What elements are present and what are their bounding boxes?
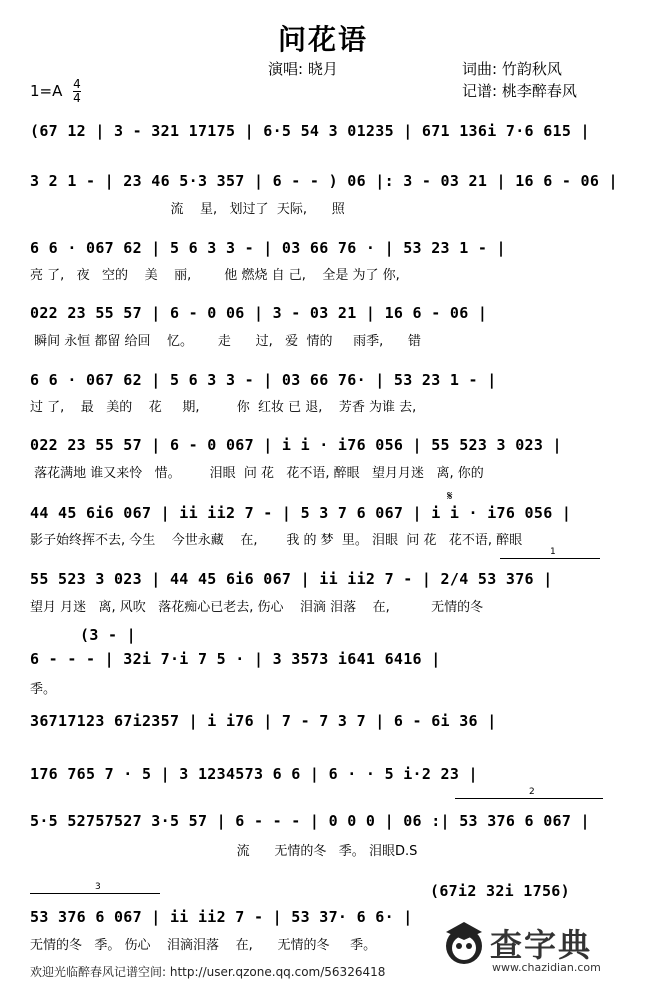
score-row-13: 53 376 6 067 | ii ii2 7 - | 53 37· 6 6· | bbox=[30, 908, 413, 926]
score-row-12: 5·5 52757527 3·5 57 | 6 - - - | 0 0 0 | 06 :| 53 376 6 067 | bbox=[30, 812, 590, 830]
lyric-row-5: 过 了, 最 美的 花 期, 你 红妆 已 退, 芳香 为谁 去, bbox=[30, 400, 417, 415]
key-signature bbox=[30, 78, 81, 105]
song-title: 问花语 bbox=[277, 23, 368, 56]
logo-url: www.chazidian.com bbox=[492, 961, 601, 974]
transcriber-credit: 记谱: 桃李醉春风 bbox=[462, 82, 577, 100]
time-numerator: 4 bbox=[73, 77, 81, 91]
lyricist-credit: 词曲: 竹韵秋风 bbox=[462, 60, 562, 78]
singer-credit: 演唱: 晓月 bbox=[268, 60, 338, 78]
lyric-row-3: 亮 了, 夜 空的 美 丽, 他 燃烧 自 己, 全是 为了 你, bbox=[30, 268, 400, 283]
logo-text: 查字典 bbox=[490, 926, 593, 964]
lyric-row-13: 无情的冬 季。 伤心 泪滴泪落 在, 无情的冬 季。 bbox=[30, 938, 377, 953]
lyric-row-9: 季。 bbox=[30, 682, 57, 697]
score-row-5: 6 6 · 067 62 | 5 6 3 3 - | 03 66 76· | 53 23 1 - | bbox=[30, 371, 497, 389]
score-row-9: 6 - - - | 32i 7·i 7 5 · | 3 3573 i641 6416 | bbox=[30, 650, 441, 668]
time-denominator: 4 bbox=[73, 91, 81, 105]
score-row-2: 3 2 1 - | 23 46 5·3 357 | 6 - - ) 06 |: 3 - 03 21 | 16 6 - 06 | bbox=[30, 172, 618, 190]
score-row-1: (67 12 | 3 - 321 17175 | 6·5 54 3 01235 | 671 136i 7·6 615 | bbox=[30, 122, 590, 140]
lyric-row-12: 流 无情的冬 季。 泪眼D.S bbox=[30, 844, 418, 859]
lyric-row-4: 瞬间 永恒 都留 给回 忆。 走 过, 爱 情的 雨季, 错 bbox=[30, 334, 422, 349]
volta-number-1: 1 bbox=[550, 547, 556, 557]
volta-number-2: 2 bbox=[529, 787, 535, 797]
footer-text: 欢迎光临醉春风记谱空间: http://user.qzone.qq.com/56326418 bbox=[30, 965, 386, 979]
volta-bracket-1 bbox=[500, 547, 600, 569]
time-signature bbox=[73, 78, 81, 105]
volta-number-3: 3 bbox=[95, 882, 101, 892]
score-row-8: 55 523 3 023 | 44 45 6i6 067 | ii ii2 7 - | 2/4 53 376 | bbox=[30, 570, 553, 588]
volta-bracket-3 bbox=[30, 882, 160, 904]
score-row-7: 44 45 6i6 067 | ii ii2 7 - | 5 3 7 6 067 | i i · i76 056 | bbox=[30, 504, 572, 522]
score-row-13-above: (67i2 32i 1756) bbox=[430, 882, 570, 900]
score-row-6: 022 23 55 57 | 6 - 0 067 | i i · i76 056 | 55 523 3 023 | bbox=[30, 436, 562, 454]
score-row-9-above: (3 - | bbox=[80, 626, 136, 644]
score-row-11: 176 765 7 · 5 | 3 1234573 6 6 | 6 · · 5 i·2 23 | bbox=[30, 765, 478, 783]
score-row-10: 36717123 67i2357 | i i76 | 7 - 7 3 7 | 6 - 6i 36 | bbox=[30, 712, 497, 730]
segno-sign: 𝄋 bbox=[447, 489, 453, 504]
volta-bracket-2 bbox=[455, 787, 603, 809]
key-label: 1=A bbox=[30, 82, 63, 100]
lyric-row-8: 望月 月迷 离, 风吹 落花痴心已老去, 伤心 泪滴 泪落 在, 无情的冬 bbox=[30, 600, 484, 615]
score-row-4: 022 23 55 57 | 6 - 0 06 | 3 - 03 21 | 16 6 - 06 | bbox=[30, 304, 488, 322]
score-row-3: 6 6 · 067 62 | 5 6 3 3 - | 03 66 76 · | 53 23 1 - | bbox=[30, 239, 506, 257]
lyric-row-6: 落花满地 谁又来怜 惜。 泪眼 问 花 花不语, 醉眼 望月月迷 离, 你的 bbox=[30, 466, 484, 481]
lyric-row-2: 流 星, 划过了 天际, 照 bbox=[30, 202, 345, 217]
lyric-row-7: 影子始终挥不去, 今生 今世永藏 在, 我 的 梦 里。 泪眼 问 花 花不语, 醉眼 bbox=[30, 533, 523, 548]
